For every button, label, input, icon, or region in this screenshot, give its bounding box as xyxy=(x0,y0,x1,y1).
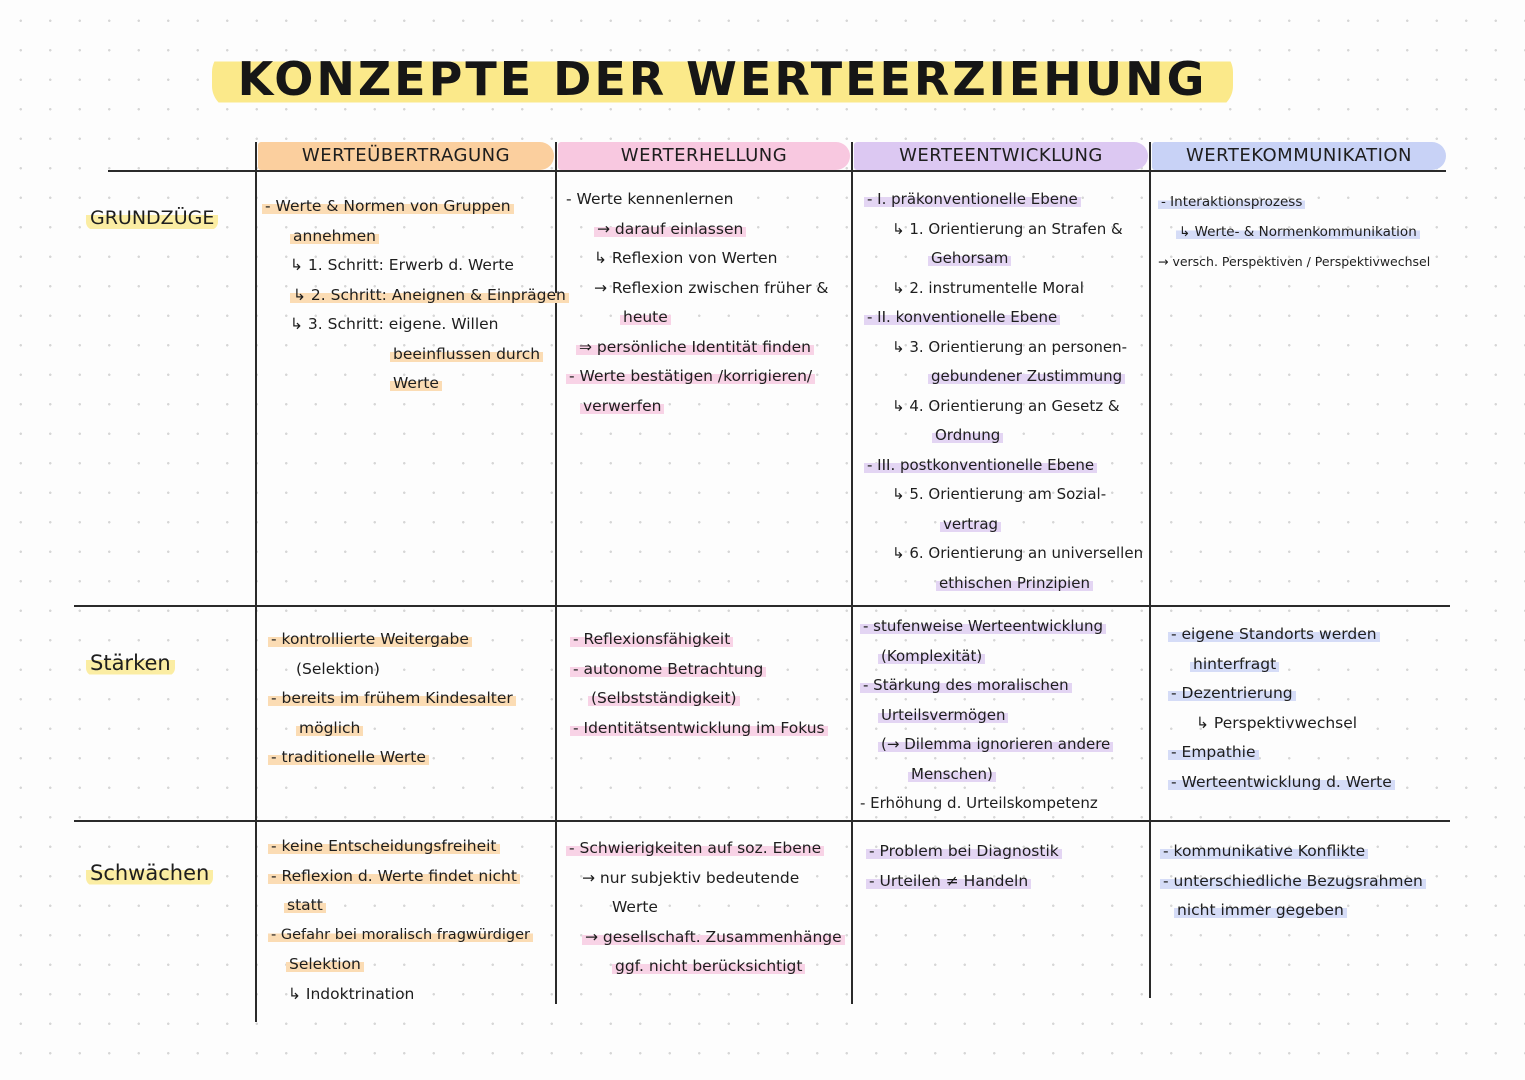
list-item xyxy=(268,655,552,685)
list-item xyxy=(566,392,848,422)
page-title: KONZEPTE DER WERTEERZIEHUNG xyxy=(212,48,1234,110)
list-item xyxy=(268,862,554,892)
cell-text: (→ Dilemma ignorieren andere xyxy=(878,735,1113,753)
cell-grundzuege-erhellung xyxy=(566,185,848,421)
cell-text: - autonome Betrachtung xyxy=(570,660,766,678)
cell-text: - eigene Standorts werden xyxy=(1168,625,1380,643)
row-label-grundzuege: GRUNDZÜGE xyxy=(86,206,218,230)
list-item xyxy=(864,244,1146,274)
list-item xyxy=(566,834,848,864)
row-label-schwaechen: Schwächen xyxy=(86,860,213,886)
list-item xyxy=(864,215,1146,245)
cell-text: - Urteilen ≠ Handeln xyxy=(866,872,1031,890)
cell-text: - Werte bestätigen /korrigieren/ xyxy=(566,367,815,385)
cell-text: Gehorsam xyxy=(928,249,1011,267)
column-header-werterhellung: WERTERHELLUNG xyxy=(558,142,850,170)
cell-text: Werte xyxy=(612,898,658,916)
list-item xyxy=(566,923,848,953)
list-item xyxy=(864,333,1146,363)
cell-schwaechen-entwicklung xyxy=(866,837,1146,896)
list-item xyxy=(864,362,1146,392)
cell-schwaechen-kommunikation xyxy=(1160,837,1446,926)
cell-text: - unterschiedliche Bezugsrahmen xyxy=(1160,872,1426,890)
list-item xyxy=(268,921,554,951)
list-item xyxy=(566,952,848,982)
list-item xyxy=(1160,867,1446,897)
cell-text: - keine Entscheidungsfreiheit xyxy=(268,837,500,855)
cell-text: ↳ 1. Orientierung an Strafen & xyxy=(892,219,1123,238)
cell-text: Menschen) xyxy=(908,765,996,783)
cell-text: - II. konventionelle Ebene xyxy=(864,308,1060,326)
title-wrapper xyxy=(0,48,1525,110)
cell-text: ethischen Prinzipien xyxy=(936,574,1093,592)
cell-text: → darauf einlassen xyxy=(594,220,746,238)
list-item xyxy=(566,215,848,245)
column-header-wertekommunikation: WERTEKOMMUNIKATION xyxy=(1152,142,1446,170)
cell-text: ↳ Reflexion von Werten xyxy=(594,249,778,267)
list-item xyxy=(1158,188,1445,218)
list-item xyxy=(864,451,1146,481)
list-item xyxy=(864,421,1146,451)
cell-text: - stufenweise Werteentwicklung xyxy=(860,617,1106,635)
cell-text: - Dezentrierung xyxy=(1168,684,1296,702)
cell-text: → versch. Perspektiven / Perspektivwechsel xyxy=(1158,254,1431,269)
cell-text: - Werte & Normen von Gruppen xyxy=(262,197,514,215)
cell-text: - Empathie xyxy=(1168,743,1259,761)
cell-text: - kontrollierte Weitergabe xyxy=(268,630,472,648)
list-item xyxy=(1168,679,1446,709)
list-item xyxy=(860,671,1146,701)
list-item xyxy=(262,251,552,281)
cell-text: ↳ 6. Orientierung an universellen xyxy=(892,544,1144,562)
cell-text: (Selbstständigkeit) xyxy=(588,689,740,707)
list-item xyxy=(1168,768,1446,798)
cell-grundzuege-kommunikation xyxy=(1158,188,1445,277)
cell-text: - Werte kennenlernen xyxy=(566,190,734,208)
list-item xyxy=(262,310,552,340)
header-rule xyxy=(108,170,1446,172)
cell-text: - I. präkonventionelle Ebene xyxy=(864,190,1081,208)
cell-text: gebundener Zustimmung xyxy=(928,367,1125,385)
list-item xyxy=(860,789,1146,819)
cell-text: - Gefahr bei moralisch fragwürdiger xyxy=(268,927,533,943)
list-item xyxy=(566,274,848,304)
cell-text: → nur subjektiv bedeutende xyxy=(582,868,800,887)
list-item xyxy=(860,642,1146,672)
column-divider-0 xyxy=(255,142,257,1022)
cell-text: Werte xyxy=(390,374,442,392)
list-item xyxy=(566,303,848,333)
cell-schwaechen-erhellung xyxy=(566,834,848,982)
list-item xyxy=(566,864,848,894)
list-item xyxy=(866,867,1146,897)
cell-text: hinterfragt xyxy=(1190,655,1279,673)
list-item xyxy=(262,222,552,252)
list-item xyxy=(566,362,848,392)
row-divider-1 xyxy=(74,605,1450,607)
list-item xyxy=(860,760,1146,790)
column-header-wertuebertragung: WERTEÜBERTRAGUNG xyxy=(258,142,554,170)
list-item xyxy=(268,714,552,744)
cell-text: → Reflexion zwischen früher & xyxy=(594,278,829,297)
cell-schwaechen-uebertragung xyxy=(268,832,554,1009)
list-item xyxy=(262,192,552,222)
cell-text: - Identitätsentwicklung im Fokus xyxy=(570,719,828,737)
list-item xyxy=(864,392,1146,422)
cell-text: ↳ 2. Schritt: Aneignen & Einprägen xyxy=(290,286,569,304)
list-item xyxy=(268,684,552,714)
list-item xyxy=(570,625,848,655)
list-item xyxy=(864,539,1146,569)
cell-text: heute xyxy=(620,308,671,326)
row-label-staerken: Stärken xyxy=(86,650,175,676)
cell-text: - traditionelle Werte xyxy=(268,748,429,766)
list-item xyxy=(268,743,552,773)
list-item xyxy=(864,480,1146,510)
cell-text: beeinflussen durch xyxy=(390,345,543,363)
list-item xyxy=(1168,650,1446,680)
list-item xyxy=(268,950,554,980)
list-item xyxy=(864,510,1146,540)
list-item xyxy=(864,185,1146,215)
cell-staerken-kommunikation xyxy=(1168,620,1446,797)
cell-text: - Interaktionsprozess xyxy=(1158,194,1305,210)
cell-text: (Komplexität) xyxy=(878,647,985,665)
cell-text: ↳ 4. Orientierung an Gesetz & xyxy=(892,396,1120,415)
cell-text: (Selektion) xyxy=(296,659,380,678)
cell-text: - Werteentwicklung d. Werte xyxy=(1168,773,1395,791)
list-item xyxy=(1168,709,1446,739)
list-item xyxy=(1158,218,1445,248)
cell-text: - Reflexion d. Werte findet nicht xyxy=(268,867,520,885)
list-item xyxy=(566,244,848,274)
column-header-werteentwicklung: WERTEENTWICKLUNG xyxy=(854,142,1148,170)
cell-text: ↳ 3. Orientierung an personen- xyxy=(892,337,1128,356)
list-item xyxy=(566,893,848,923)
cell-text: ↳ 1. Schritt: Erwerb d. Werte xyxy=(290,256,514,274)
list-item xyxy=(262,369,552,399)
cell-staerken-entwicklung xyxy=(860,612,1146,819)
cell-text: - Problem bei Diagnostik xyxy=(866,842,1062,860)
list-item xyxy=(268,832,554,862)
list-item xyxy=(860,612,1146,642)
column-divider-3 xyxy=(1149,142,1151,998)
cell-text: - Schwierigkeiten auf soz. Ebene xyxy=(566,839,824,857)
cell-grundzuege-uebertragung xyxy=(262,192,566,399)
list-item xyxy=(1168,738,1446,768)
list-item xyxy=(1168,620,1446,650)
list-item xyxy=(570,684,848,714)
cell-text: statt xyxy=(284,896,326,914)
list-item xyxy=(262,281,566,311)
cell-text: - Erhöhung d. Urteilskompetenz xyxy=(860,794,1098,812)
cell-text: nicht immer gegeben xyxy=(1174,901,1347,919)
list-item xyxy=(268,891,554,921)
cell-staerken-uebertragung xyxy=(268,625,552,773)
column-divider-2 xyxy=(851,142,853,1004)
cell-text: → gesellschaft. Zusammenhänge xyxy=(582,928,845,946)
row-divider-2 xyxy=(74,820,1450,822)
list-item xyxy=(268,625,552,655)
cell-text: möglich xyxy=(296,719,363,737)
column-divider-1 xyxy=(555,142,557,1004)
list-item xyxy=(1160,837,1446,867)
cell-text: vertrag xyxy=(940,515,1001,533)
cell-text: ↳ Perspektivwechsel xyxy=(1196,713,1358,732)
cell-text: verwerfen xyxy=(580,397,664,415)
cell-text: annehmen xyxy=(290,227,379,245)
cell-text: ggf. nicht berücksichtigt xyxy=(612,957,805,975)
list-item xyxy=(864,274,1146,304)
cell-text: - Stärkung des moralischen xyxy=(860,676,1072,694)
list-item xyxy=(570,655,848,685)
cell-text: Ordnung xyxy=(932,426,1003,444)
cell-text: - bereits im frühem Kindesalter xyxy=(268,689,516,707)
list-item xyxy=(566,185,848,215)
list-item xyxy=(268,980,554,1010)
cell-text: - kommunikative Konflikte xyxy=(1160,842,1368,860)
cell-text: - Reflexionsfähigkeit xyxy=(570,630,733,648)
cell-text: - III. postkonventionelle Ebene xyxy=(864,456,1097,474)
list-item xyxy=(570,714,848,744)
cell-text: ⇒ persönliche Identität finden xyxy=(576,338,814,356)
list-item xyxy=(566,333,848,363)
list-item xyxy=(860,701,1146,731)
list-item xyxy=(864,303,1146,333)
cell-text: ↳ 5. Orientierung am Sozial- xyxy=(892,485,1107,503)
list-item xyxy=(866,837,1146,867)
cell-text: ↳ Werte- & Normenkommunikation xyxy=(1176,224,1420,240)
cell-text: Selektion xyxy=(286,955,364,973)
cell-text: ↳ Indoktrination xyxy=(288,984,415,1003)
cell-text: ↳ 2. instrumentelle Moral xyxy=(892,278,1084,297)
list-item xyxy=(864,569,1146,599)
list-item xyxy=(1160,896,1446,926)
cell-staerken-erhellung xyxy=(570,625,848,743)
cell-grundzuege-entwicklung xyxy=(864,185,1146,598)
list-item xyxy=(1158,247,1445,277)
cell-text: Urteilsvermögen xyxy=(878,706,1008,724)
list-item xyxy=(860,730,1146,760)
cell-text: ↳ 3. Schritt: eigene. Willen xyxy=(290,315,499,333)
list-item xyxy=(262,340,552,370)
